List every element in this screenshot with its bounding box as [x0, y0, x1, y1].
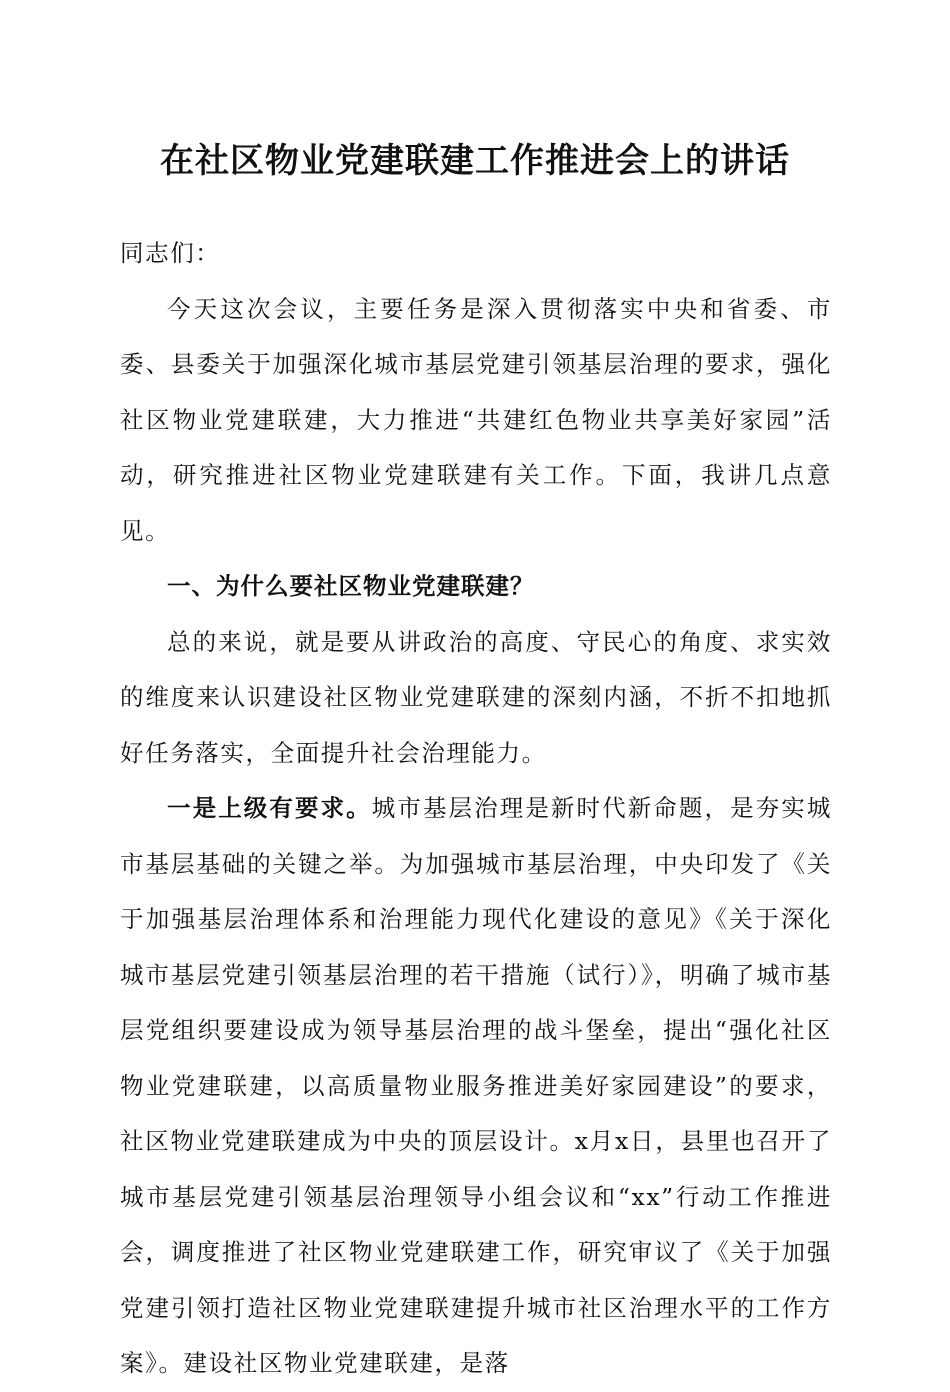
section-heading: 一、为什么要社区物业党建联建？	[167, 572, 535, 600]
summary-paragraph: 总的来说，就是要从讲政治的高度、守民心的角度、求实效的维度来认识建设社区物业党建联建的深刻内涵，不折不扣地抓好任务落实，全面提升社会治理能力。	[120, 627, 832, 767]
document-body	[120, 226, 832, 1392]
salutation: 同志们：	[120, 239, 221, 267]
intro-paragraph: 今天这次会议，主要任务是深入贯彻落实中央和省委、市委、县委关于加强深化城市基层党建引领基层治理的要求，强化社区物业党建联建，大力推进“共建红色物业共享美好家园”活动，研究推进社区物业党建联建有关工作。下面，我讲几点意见。	[120, 294, 832, 545]
point-one-paragraph	[120, 781, 832, 1392]
point-one-body: 城市基层治理是新时代新命题，是夯实城市基层基础的关键之举。为加强城市基层治理，中央印发了《关于加强基层治理体系和治理能力现代化建设的意见》《关于深化城市基层党建引领基层治理的若干措施（试行）》，明确了城市基层党组织要建设成为领导基层治理的战斗堡垒，提出“强化社区物业党建联建，以高质量物业服务推进美好家园建设”的要求，社区物业党建联建成为中央的顶层设计。x月x日，县里也召开了城市基层党建引领基层治理领导小组会议和“xx”行动工作推进会，调度推进了社区物业党建联建工作，研究审议了《关于加强党建引领打造社区物业党建联建提升城市社区治理水平的工作方案》。建设社区物业党建联建，是落	[120, 794, 832, 1377]
document-title: 在社区物业党建联建工作推进会上的讲话	[160, 141, 790, 181]
point-one-lead: 一是上级有要求。	[167, 794, 372, 822]
